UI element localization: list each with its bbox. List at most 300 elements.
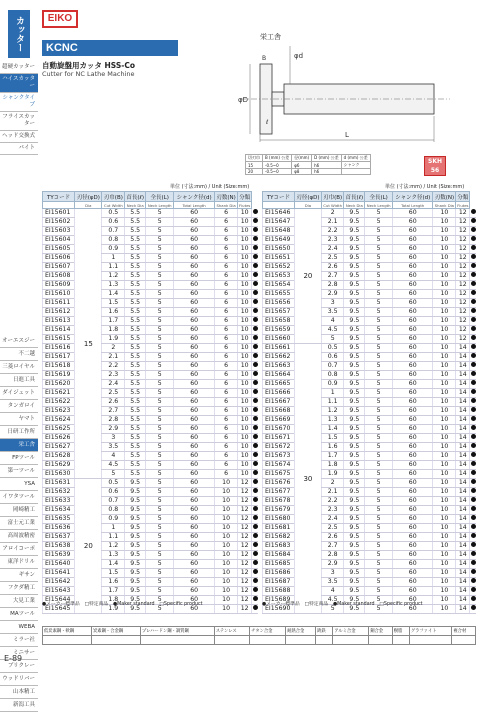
table-cell: 9.5: [344, 587, 365, 596]
classification-cell: [252, 398, 258, 407]
table-cell: 1.6: [102, 308, 125, 317]
table-cell: 14: [456, 353, 470, 362]
table-cell: 6: [215, 308, 238, 317]
table-cell: 10: [433, 344, 456, 353]
table-cell: 5: [146, 407, 174, 416]
ty-code: EI15633: [43, 497, 75, 506]
maker-standard-icon: [253, 254, 258, 259]
table-cell: 5: [365, 470, 393, 479]
table-cell: 1.3: [102, 281, 125, 290]
tolerance-cell: h6: [312, 162, 342, 169]
table-cell: 3: [102, 434, 125, 443]
ty-code: EI15661: [263, 344, 295, 353]
table-cell: 60: [393, 461, 433, 470]
table-cell: 9.5: [125, 515, 146, 524]
sidebar-item[interactable]: ヘッド交換式: [0, 131, 38, 143]
table-cell: 5: [146, 515, 174, 524]
table-cell: 5: [146, 551, 174, 560]
table-cell: 5: [146, 227, 174, 236]
table-cell: 1.9: [321, 470, 344, 479]
sidebar-maker-item[interactable]: 栄工舎: [0, 439, 38, 452]
table-cell: 5.5: [125, 281, 146, 290]
table-cell: 10: [238, 353, 252, 362]
table-cell: 12: [238, 533, 252, 542]
table-cell: 5: [365, 245, 393, 254]
sidebar-maker-item[interactable]: YSA: [0, 478, 38, 491]
table-cell: 9.5: [344, 533, 365, 542]
table-subheader: Neck Dia: [345, 202, 363, 208]
table-cell: 10: [215, 515, 238, 524]
sidebar-top-list: [0, 62, 38, 155]
table-cell: 10: [433, 308, 456, 317]
classification-cell: [470, 371, 476, 380]
table-cell: 1.6: [321, 443, 344, 452]
table-cell: 5: [365, 236, 393, 245]
table-cell: 5: [365, 227, 393, 236]
table-cell: 12: [238, 596, 252, 605]
material-cell: プレハードン鋼・調質鋼: [140, 627, 214, 636]
legend-right: ●メーカー標準品 □特定商品 ●Maker standard □Specific product: [262, 602, 423, 607]
table-cell: 6: [215, 245, 238, 254]
table-cell: 14: [456, 524, 470, 533]
table-subheader: Dia: [294, 202, 321, 209]
table-cell: 6: [215, 434, 238, 443]
table-cell: 5.5: [125, 317, 146, 326]
table-cell: 10: [433, 452, 456, 461]
material-rating-cell: [43, 636, 92, 645]
table-cell: 60: [174, 578, 215, 587]
table-cell: 6: [215, 218, 238, 227]
table-cell: 9.5: [344, 596, 365, 605]
table-cell: 60: [174, 281, 215, 290]
table-cell: 5.5: [125, 236, 146, 245]
table-cell: 6: [215, 272, 238, 281]
table-cell: 10: [215, 578, 238, 587]
table-cell: 14: [456, 533, 470, 542]
table-cell: 10: [215, 542, 238, 551]
maker-standard-icon: [253, 353, 258, 358]
table-cell: 6: [215, 317, 238, 326]
table-cell: 0.6: [102, 218, 125, 227]
sidebar-item[interactable]: シャンクタイプ: [0, 93, 38, 112]
table-cell: 5: [365, 371, 393, 380]
sidebar-maker-item[interactable]: 日進工具: [0, 374, 38, 387]
table-cell: 10: [215, 605, 238, 614]
table-cell: 5: [146, 209, 174, 218]
table-cell: 9.5: [344, 506, 365, 515]
table-cell: 9.5: [344, 443, 365, 452]
table-cell: 12: [238, 605, 252, 614]
maker-standard-icon: [253, 524, 258, 529]
table-cell: 12: [238, 587, 252, 596]
sidebar-maker-item[interactable]: ヤマト: [0, 413, 38, 426]
table-cell: 5: [146, 398, 174, 407]
table-cell: 5.5: [125, 209, 146, 218]
maker-standard-icon: [253, 281, 258, 286]
classification-cell: [470, 542, 476, 551]
table-cell: 60: [174, 470, 215, 479]
table-cell: 10: [215, 551, 238, 560]
table-cell: 10: [433, 560, 456, 569]
sidebar-maker-item[interactable]: ギサン: [0, 569, 38, 582]
spec-table-left: [42, 191, 258, 614]
table-cell: 2.7: [321, 542, 344, 551]
table-cell: 2: [102, 344, 125, 353]
table-cell: 0.5: [102, 209, 125, 218]
table-cell: 14: [456, 470, 470, 479]
classification-cell: [470, 209, 476, 218]
table-cell: 5: [365, 335, 393, 344]
table-cell: 10: [433, 272, 456, 281]
maker-standard-icon: [471, 218, 476, 223]
table-cell: 10: [433, 407, 456, 416]
table-cell: 60: [393, 218, 433, 227]
table-cell: 5: [365, 524, 393, 533]
table-cell: 9.5: [344, 353, 365, 362]
maker-standard-icon: [471, 479, 476, 484]
table-cell: 14: [456, 425, 470, 434]
sidebar-maker-item[interactable]: 第一ツール: [0, 465, 38, 478]
tolerance-header: d (mm) 公差: [341, 155, 370, 162]
maker-standard-icon: [253, 461, 258, 466]
maker-standard-icon: [471, 317, 476, 322]
table-cell: 10: [238, 362, 252, 371]
table-cell: 0.9: [102, 245, 125, 254]
tolerance-cell: 20: [246, 169, 263, 175]
maker-standard-icon: [253, 263, 258, 268]
legend-left: ●メーカー標準品 □特定商品 ●Maker standard □Specific product: [42, 602, 203, 607]
table-cell: 2.8: [102, 416, 125, 425]
table-cell: 5: [146, 362, 174, 371]
tolerance-row: [246, 162, 371, 169]
table-cell: 6: [215, 263, 238, 272]
ty-code: EI15601: [43, 209, 75, 218]
table-cell: 60: [393, 416, 433, 425]
table-cell: 2.8: [321, 281, 344, 290]
sidebar-maker-item[interactable]: フクダ精工: [0, 582, 38, 595]
table-cell: 1.9: [102, 605, 125, 614]
sidebar-maker-item[interactable]: 大見工業: [0, 595, 38, 608]
maker-standard-icon: [471, 506, 476, 511]
classification-cell: [252, 290, 258, 299]
sidebar-maker-item[interactable]: アロイコーポ: [0, 543, 38, 556]
sidebar-maker-item[interactable]: 三菱ロイヤル: [0, 361, 38, 374]
table-cell: 10: [433, 227, 456, 236]
sidebar-maker-item[interactable]: 不二越: [0, 348, 38, 361]
ty-code: EI15613: [43, 317, 75, 326]
table-cell: 10: [238, 398, 252, 407]
classification-cell: [470, 479, 476, 488]
classification-cell: [252, 227, 258, 236]
maker-standard-icon: [253, 479, 258, 484]
table-cell: 6: [215, 443, 238, 452]
table-cell: 12: [456, 335, 470, 344]
material-table: [42, 626, 476, 645]
table-cell: 2.2: [321, 227, 344, 236]
maker-standard-icon: [253, 317, 258, 322]
sidebar-maker-item[interactable]: FPツール: [0, 452, 38, 465]
table-cell: 9.5: [344, 407, 365, 416]
table-cell: 1.2: [102, 272, 125, 281]
sidebar-maker-item[interactable]: 日研工作所: [0, 426, 38, 439]
table-cell: 12: [238, 479, 252, 488]
table-cell: 5: [146, 416, 174, 425]
table-cell: 2.9: [321, 290, 344, 299]
table-cell: 60: [393, 479, 433, 488]
table-cell: 5.5: [125, 344, 146, 353]
ty-code: EI15677: [263, 488, 295, 497]
table-cell: 9.5: [344, 488, 365, 497]
table-cell: 9.5: [125, 524, 146, 533]
table-cell: 5: [146, 533, 174, 542]
table-cell: 2.7: [102, 407, 125, 416]
table-header: 全長(L): [365, 192, 393, 202]
table-cell: 60: [174, 218, 215, 227]
ty-code: EI15637: [43, 533, 75, 542]
table-cell: 9.5: [125, 488, 146, 497]
table-row: [43, 209, 259, 218]
classification-cell: [470, 353, 476, 362]
table-cell: 0.9: [102, 515, 125, 524]
material-rating-cell: [250, 636, 286, 645]
table-cell: 10: [433, 506, 456, 515]
table-cell: 10: [238, 443, 252, 452]
table-cell: 60: [393, 398, 433, 407]
tolerance-cell: -0.5~0: [263, 169, 292, 175]
table-cell: 60: [174, 416, 215, 425]
table-header: シャンク径(d): [393, 192, 433, 202]
table-cell: 9.5: [344, 578, 365, 587]
ty-code: EI15668: [263, 407, 295, 416]
table-cell: 60: [393, 434, 433, 443]
table-row: [263, 344, 477, 353]
table-cell: 5: [365, 452, 393, 461]
maker-standard-icon: [471, 227, 476, 232]
sidebar-maker-item[interactable]: 東洋ドリル: [0, 556, 38, 569]
ty-code: EI15607: [43, 263, 75, 272]
sidebar-maker-item[interactable]: MAツール: [0, 608, 38, 621]
ty-code: EI15645: [43, 605, 75, 614]
table-cell: 60: [393, 425, 433, 434]
ty-code: EI15630: [43, 470, 75, 479]
ty-code: EI15682: [263, 533, 295, 542]
table-cell: 1.3: [321, 416, 344, 425]
maker-standard-icon: [471, 596, 476, 601]
classification-cell: [470, 488, 476, 497]
table-cell: 9.5: [125, 596, 146, 605]
maker-standard-icon: [471, 344, 476, 349]
maker-standard-icon: [253, 218, 258, 223]
table-header: 刃径(φD): [294, 192, 321, 202]
sidebar-maker-item[interactable]: ウッドリバー: [0, 673, 38, 686]
table-cell: 10: [238, 308, 252, 317]
table-cell: 60: [393, 443, 433, 452]
label-d: φd: [294, 52, 304, 60]
classification-cell: [470, 380, 476, 389]
ty-code: EI15678: [263, 497, 295, 506]
sidebar-maker-item[interactable]: イワタツール: [0, 491, 38, 504]
table-cell: 10: [433, 362, 456, 371]
table-cell: 10: [433, 353, 456, 362]
material-rating-cell: [316, 636, 333, 645]
table-cell: 60: [174, 596, 215, 605]
table-cell: 60: [174, 254, 215, 263]
maker-standard-icon: [471, 452, 476, 457]
sidebar: [0, 0, 38, 708]
table-cell: 60: [174, 461, 215, 470]
maker-standard-icon: [253, 434, 258, 439]
table-cell: 1.3: [102, 551, 125, 560]
table-cell: 12: [238, 515, 252, 524]
table-cell: 9.5: [344, 218, 365, 227]
table-cell: 5: [146, 317, 174, 326]
sidebar-item[interactable]: フライスカッター: [0, 112, 38, 131]
table-cell: 10: [238, 452, 252, 461]
sidebar-item[interactable]: ハイスカッター: [0, 74, 38, 93]
table-cell: 14: [456, 515, 470, 524]
maker-standard-icon: [471, 281, 476, 286]
table-cell: 10: [433, 587, 456, 596]
classification-cell: [470, 596, 476, 605]
classification-cell: [252, 533, 258, 542]
table-cell: 9.5: [344, 281, 365, 290]
table-cell: 14: [456, 551, 470, 560]
table-cell: 5.5: [125, 425, 146, 434]
table-cell: 60: [174, 452, 215, 461]
table-cell: 1.4: [321, 425, 344, 434]
sidebar-maker-item[interactable]: オーエスジー: [0, 335, 38, 348]
sidebar-maker-item[interactable]: WEBA: [0, 621, 38, 634]
table-cell: 14: [456, 596, 470, 605]
classification-cell: [470, 605, 476, 614]
ty-code: EI15634: [43, 506, 75, 515]
table-cell: 9.5: [125, 542, 146, 551]
classification-cell: [470, 524, 476, 533]
sidebar-maker-item[interactable]: 富士元工業: [0, 517, 38, 530]
classification-cell: [252, 542, 258, 551]
classification-cell: [252, 596, 258, 605]
table-cell: 10: [433, 380, 456, 389]
table-cell: 10: [238, 254, 252, 263]
sidebar-maker-item[interactable]: タンガロイ: [0, 400, 38, 413]
classification-cell: [252, 209, 258, 218]
table-subheader: Cut Width: [323, 202, 343, 208]
ty-code: EI15643: [43, 587, 75, 596]
sidebar-maker-item[interactable]: 岡崎精工: [0, 504, 38, 517]
table-cell: 4: [321, 317, 344, 326]
table-cell: 6: [215, 236, 238, 245]
classification-cell: [252, 470, 258, 479]
table-cell: 60: [174, 272, 215, 281]
material-cell: 鋳鉄: [316, 627, 333, 636]
table-cell: 5: [321, 605, 344, 614]
material-cell: 耐熱合金: [286, 627, 316, 636]
table-cell: 9.5: [344, 569, 365, 578]
table-cell: 5: [146, 272, 174, 281]
table-cell: 5: [146, 389, 174, 398]
maker-standard-icon: [471, 488, 476, 493]
ty-code: EI15603: [43, 227, 75, 236]
sidebar-maker-item[interactable]: ダイジェット: [0, 387, 38, 400]
table-cell: 6: [215, 398, 238, 407]
table-cell: 2.1: [102, 353, 125, 362]
sidebar-maker-item[interactable]: ミニサー: [0, 647, 38, 660]
sidebar-item[interactable]: 超硬カッター: [0, 62, 38, 74]
classification-cell: [252, 254, 258, 263]
table-cell: 4: [102, 452, 125, 461]
maker-name: 栄工舎: [260, 33, 281, 41]
classification-cell: [252, 326, 258, 335]
table-cell: 5: [146, 281, 174, 290]
maker-standard-icon: [253, 605, 258, 610]
table-cell: 60: [393, 245, 433, 254]
table-cell: 10: [433, 605, 456, 614]
table-cell: 4: [321, 587, 344, 596]
table-cell: 10: [433, 434, 456, 443]
classification-cell: [470, 254, 476, 263]
product-title: KCNC: [42, 40, 178, 56]
table-cell: 0.7: [102, 497, 125, 506]
classification-cell: [252, 272, 258, 281]
material-rating-cell: [286, 636, 316, 645]
classification-cell: [470, 227, 476, 236]
classification-cell: [252, 452, 258, 461]
table-cell: 12: [456, 326, 470, 335]
classification-cell: [470, 551, 476, 560]
table-cell: 2: [321, 209, 344, 218]
table-cell: 14: [456, 488, 470, 497]
table-cell: 12: [456, 299, 470, 308]
label-B: B: [262, 55, 267, 62]
sidebar-item[interactable]: バイト: [0, 143, 38, 155]
table-cell: 9.5: [344, 254, 365, 263]
table-cell: 6: [215, 326, 238, 335]
sidebar-maker-item[interactable]: ミラー社: [0, 634, 38, 647]
ty-code: EI15671: [263, 434, 295, 443]
table-cell: 60: [393, 533, 433, 542]
maker-standard-icon: [253, 470, 258, 475]
tolerance-cell: φ8: [292, 169, 312, 175]
table-cell: 5: [365, 290, 393, 299]
sidebar-maker-item[interactable]: ブリクレー: [0, 660, 38, 673]
table-cell: 5: [365, 425, 393, 434]
sidebar-maker-item[interactable]: 高周波精密: [0, 530, 38, 543]
maker-standard-icon: [253, 326, 258, 331]
table-cell: 9.5: [125, 506, 146, 515]
table-cell: 60: [393, 335, 433, 344]
table-cell: 5: [365, 209, 393, 218]
classification-cell: [252, 218, 258, 227]
table-cell: 9.5: [344, 497, 365, 506]
table-cell: 9.5: [344, 398, 365, 407]
table-cell: 10: [433, 317, 456, 326]
table-cell: 60: [393, 344, 433, 353]
table-cell: 9.5: [125, 569, 146, 578]
table-cell: 9.5: [344, 551, 365, 560]
maker-standard-icon: [253, 587, 258, 592]
sidebar-maker-item[interactable]: 新潟工具: [0, 699, 38, 712]
classification-cell: [252, 344, 258, 353]
table-cell: 10: [238, 461, 252, 470]
sidebar-maker-item[interactable]: 山本精工: [0, 686, 38, 699]
ty-code: EI15686: [263, 569, 295, 578]
tolerance-cell: h6: [312, 169, 342, 175]
table-header: 刃数(N): [215, 192, 238, 202]
table-cell: 60: [174, 560, 215, 569]
table-cell: 10: [238, 389, 252, 398]
ty-code: EI15660: [263, 335, 295, 344]
table-cell: 60: [393, 542, 433, 551]
